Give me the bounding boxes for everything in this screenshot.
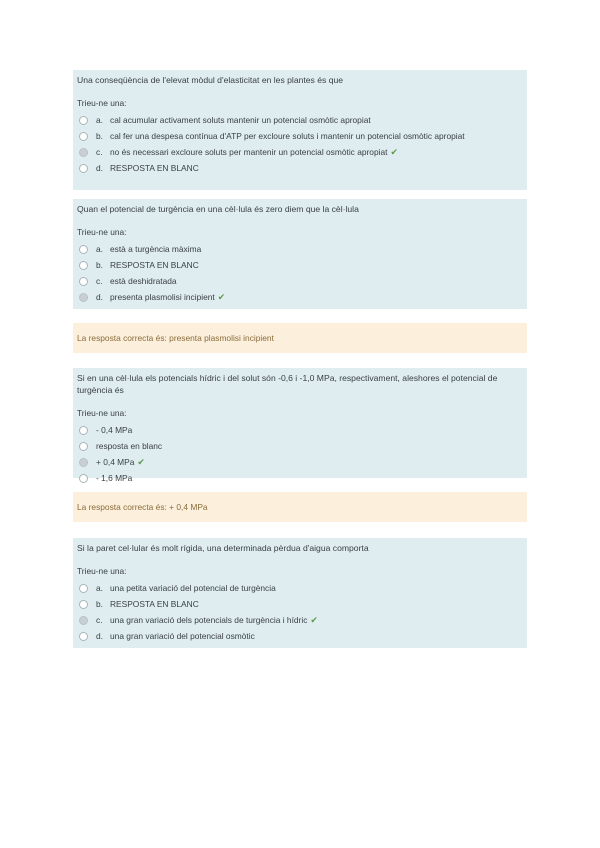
option-b[interactable] [77,257,523,273]
radio-button[interactable] [79,277,88,286]
question-3 [73,368,527,483]
option-text: presenta plasmolisi incipient [110,292,215,302]
option-text: - 1,6 MPa [96,473,133,483]
option-text: RESPOSTA EN BLANC [110,260,199,270]
option-letter: b. [96,599,103,609]
option-text: una gran variació del potencial osmòtic [110,631,255,641]
radio-button-selected[interactable] [79,293,88,302]
option-letter: d. [96,631,103,641]
option-c[interactable] [77,612,523,628]
option-letter: a. [96,244,103,254]
option-a[interactable] [77,241,523,257]
option-1[interactable] [77,422,523,438]
option-text: - 0,4 MPa [96,425,133,435]
option-d[interactable] [77,289,523,305]
option-a[interactable] [77,580,523,596]
radio-button[interactable] [79,442,88,451]
question-text: Quan el potencial de turgència en una cèl·lula és zero diem que la cèl·lula [77,204,359,214]
option-c[interactable] [77,273,523,289]
radio-button[interactable] [79,600,88,609]
option-3[interactable] [77,454,523,470]
option-d[interactable] [77,628,523,644]
option-text: no és necessari excloure soluts per mantenir un potencial osmòtic apropiat [110,147,388,157]
option-letter: b. [96,131,103,141]
option-a[interactable] [77,112,523,128]
option-text: cal acumular activament soluts mantenir un potencial osmòtic apropiat [110,115,371,125]
option-text: RESPOSTA EN BLANC [110,599,199,609]
correct-check-icon: ✔ [217,291,226,302]
option-text: una petita variació del potencial de turgència [110,583,276,593]
choose-one-prompt: Trieu-ne una: [77,566,127,576]
option-text: resposta en blanc [96,441,163,451]
option-letter: c. [96,147,103,157]
option-text: una gran variació dels potencials de turgència i hídric [110,615,308,625]
option-text: + 0,4 MPa [96,457,135,467]
correct-check-icon: ✔ [137,456,145,467]
feedback-3 [73,492,527,522]
option-4[interactable] [77,470,523,486]
option-letter: d. [96,163,103,173]
option-letter: d. [96,292,103,302]
option-letter: b. [96,260,103,270]
question-text: Una conseqüència de l'elevat mòdul d'elasticitat en les plantes és que [77,75,344,85]
radio-button[interactable] [79,426,88,435]
option-c[interactable] [77,144,523,160]
option-letter: c. [96,276,103,286]
correct-answer-feedback: La resposta correcta és: presenta plasmolisi incipient [77,333,274,343]
radio-button-selected[interactable] [79,458,88,467]
radio-button[interactable] [79,132,88,141]
option-text: està deshidratada [110,276,177,286]
question-4 [73,538,527,648]
option-text: RESPOSTA EN BLANC [110,163,199,173]
option-b[interactable] [77,128,523,144]
correct-check-icon: ✔ [390,146,399,157]
choose-one-prompt: Trieu-ne una: [77,408,127,418]
radio-button-selected[interactable] [79,148,88,157]
option-2[interactable] [77,438,523,454]
question-1 [73,70,527,190]
question-text: Si en una cèl·lula els potencials hídric i del solut són -0,6 i -1,0 MPa, respectivament, aleshores el potencial de turgència és [77,373,498,395]
radio-button[interactable] [79,632,88,641]
radio-button[interactable] [79,261,88,270]
radio-button[interactable] [79,116,88,125]
option-d[interactable] [77,160,523,176]
question-2 [73,199,527,309]
option-b[interactable] [77,596,523,612]
choose-one-prompt: Trieu-ne una: [77,98,127,108]
radio-button[interactable] [79,245,88,254]
radio-button[interactable] [79,474,88,483]
option-letter: a. [96,115,103,125]
correct-check-icon: ✔ [310,614,318,625]
choose-one-prompt: Trieu-ne una: [77,227,127,237]
feedback-2 [73,323,527,353]
radio-button[interactable] [79,164,88,173]
radio-button[interactable] [79,584,88,593]
correct-answer-feedback: La resposta correcta és: + 0,4 MPa [77,502,208,512]
option-letter: a. [96,583,103,593]
option-text: està a turgència màxima [110,244,202,254]
option-letter: c. [96,615,103,625]
question-text: Si la paret cel·lular és molt rígida, una determinada pèrdua d'aigua comporta [77,543,369,553]
radio-button-selected[interactable] [79,616,88,625]
option-text: cal fer una despesa contínua d'ATP per excloure soluts i mantenir un potencial osmòtic apropiat [110,131,465,141]
